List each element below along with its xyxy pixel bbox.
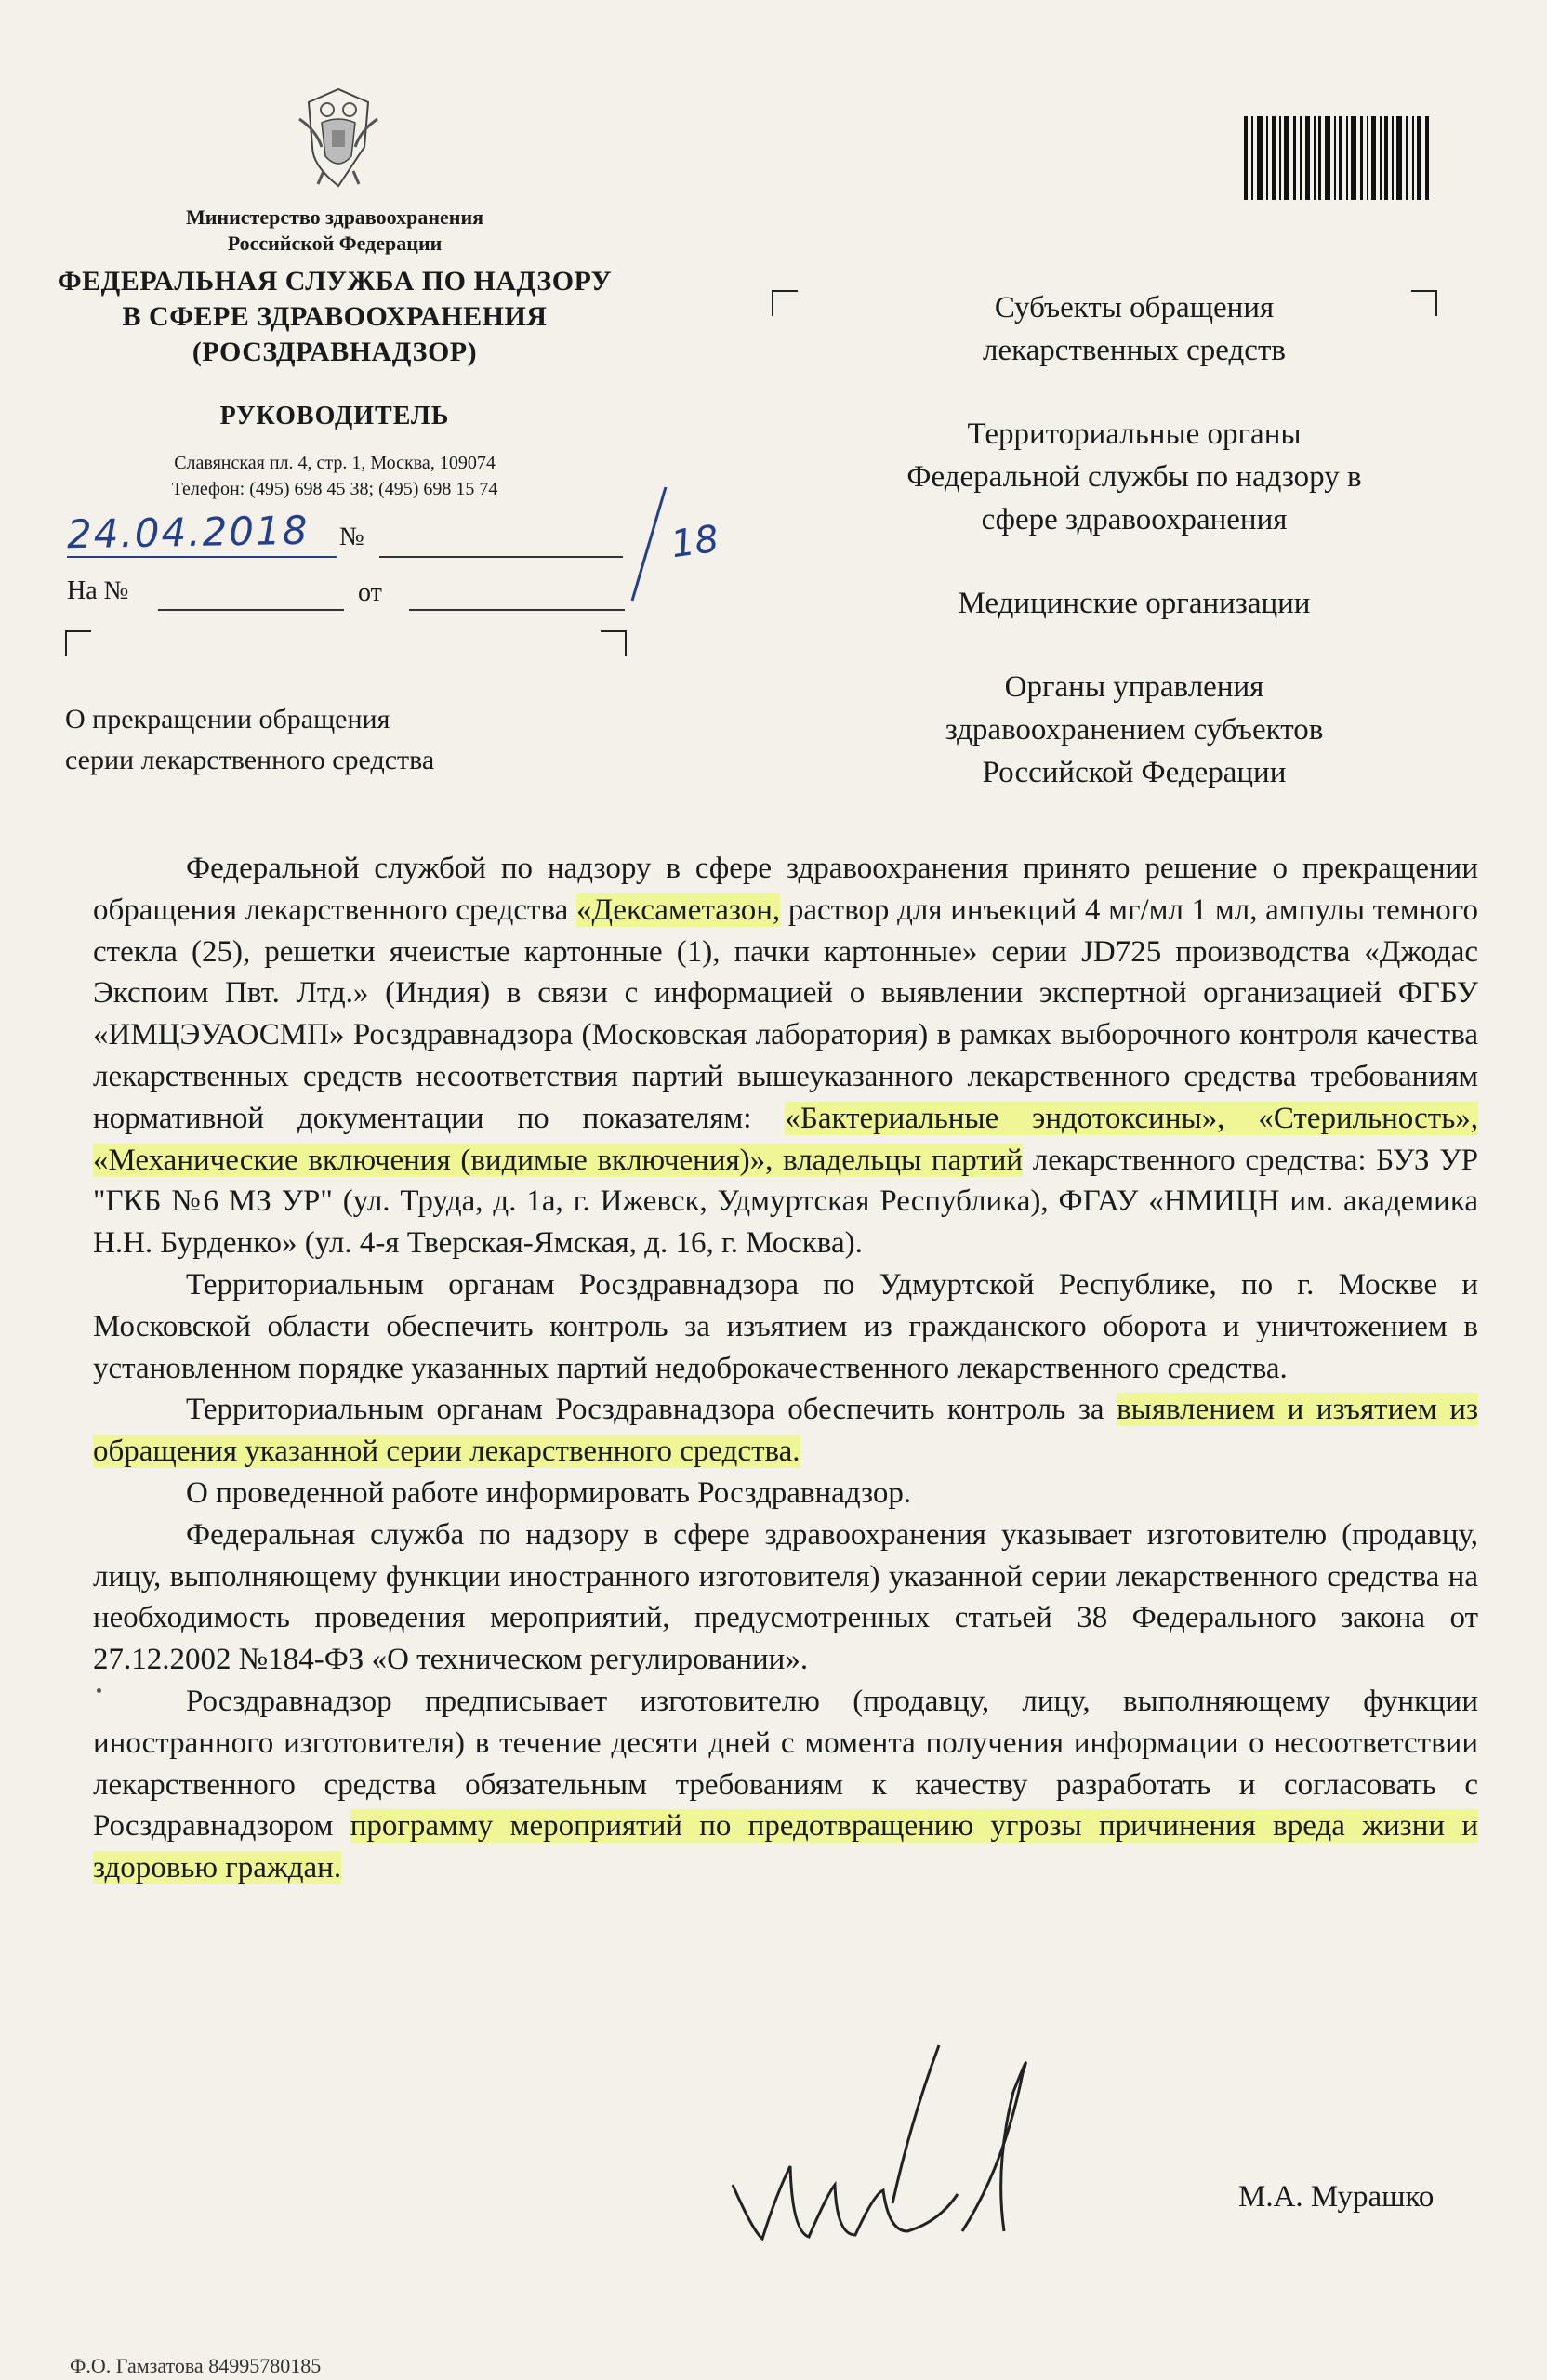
ref-number-label: На № [67, 576, 129, 605]
footer-executor: Ф.О. Гамзатова 84995780185 [70, 2354, 322, 2377]
ministry-name: Министерство здравоохранения Российской Федерации [185, 205, 484, 255]
ref-from-label: от [358, 578, 382, 607]
recipient-item: Субъекты обращения лекарственных средств [983, 291, 1286, 367]
subject: О прекращении обращения серии лекарственного средства [65, 704, 435, 775]
highlighted-text: выявлением и изъятием из обращения указанной серии лекарственного средства. [93, 1393, 1478, 1469]
letter-body [93, 848, 1478, 1889]
number-sign: № [339, 522, 364, 551]
paragraph-2: Территориальным органам Росздравнадзора по Удмуртской Республике, по г. Москве и Московской области обеспечить контроль за изъятием из гражданского оборота и уничтожением в установленном порядке указанных партий недоброкачественного лекарственного средства. [93, 1267, 1478, 1385]
number-underline [379, 556, 623, 558]
signer-name: М.А. Мурашко [1238, 2180, 1435, 2214]
bracket-top-right [601, 630, 627, 656]
ref-from-underline [409, 609, 625, 611]
slash-mark [625, 483, 671, 604]
highlighted-text: «Бактериальные эндотоксины», «Стерильность», «Механические включения (видимые включения)», владельцы партий [93, 1101, 1478, 1177]
highlighted-text: «Дексаметазон, [575, 892, 781, 927]
highlighted-text: программу мероприятий по предотвращению угрозы причинения вреда жизни и здоровью граждан. [93, 1809, 1478, 1885]
paragraph-5: Федеральная служба по надзору в сфере здравоохранения указывает изготовителю (продавцу, лицу, выполняющему функции иностранного изготовителя) указанной серии лекарственного средства на необходимость проведения мероприятий, предусмотренных статьей 38 Федерального закона от 27.12.2002 №184-ФЗ «О техническом регулировании». [93, 1517, 1478, 1677]
recipients-bracket-left [772, 290, 798, 316]
head-title: РУКОВОДИТЕЛЬ [219, 402, 450, 430]
recipient-item: Территориальные органы Федеральной службы по надзору в сфере здравоохранения [906, 417, 1362, 536]
address: Славянская пл. 4, стр. 1, Москва, 109074 Телефон: (495) 698 45 38; (495) 698 15 74 [171, 453, 498, 499]
paragraph-6: Росздравнадзор предписывает изготовителю (продавцу, лицу, выполняющему функции иностранного изготовителя) в течение десяти дней с момента получения информации о несоответствии лекарственного средства обязательным требованиям к качеству разработать и согласовать с Росздравнадзором программу мероприятий по предотвращению угрозы причинения вреда жизни и здоровью граждан. [93, 1684, 1478, 1885]
date-underline [67, 556, 337, 558]
paragraph-3: Территориальным органам Росздравнадзора обеспечить контроль за выявлением и изъятием из обращения указанной серии лекарственного средства. [93, 1393, 1478, 1469]
signature [725, 2008, 1060, 2250]
service-name: ФЕДЕРАЛЬНАЯ СЛУЖБА ПО НАДЗОРУ В СФЕРЕ ЗДРАВООХРАНЕНИЯ (РОСЗДРАВНАДЗОР) [57, 266, 613, 367]
registration-number: 18 [668, 517, 721, 567]
paragraph-4: О проведенной работе информировать Росздравнадзор. [186, 1475, 912, 1510]
letterhead [37, 65, 632, 502]
bracket-top-left [65, 630, 91, 656]
margin-dot [97, 1688, 101, 1693]
paragraph-1: Федеральной службой по надзору в сфере здравоохранения принято решение о прекращении обращения лекарственного средства «Дексаметазон, раствор для инъекций 4 мг/мл 1 мл, ампулы темного стекла (25), решетки ячеистые картонные (1), пачки картонные» серии JD725 производства «Джодас Экспоим Пвт. Лтд.» (Индия) в связи с информацией о выявлении экспертной организацией ФГБУ «ИМЦЭУАОСМП» Росздравнадзора (Московская лаборатория) в рамках выборочного контроля качества лекарственных средств несоответствия партий вышеуказанного лекарственного средства требованиям нормативной документации по показателям: «Бактериальные эндотоксины», «Стерильность», «Механические включения (видимые включения)», владельцы партий лекарственного средства: БУЗ УР "ГКБ №6 МЗ УР" (ул. Труда, д. 1а, г. Ижевск, Удмуртская Республика), ФГАУ «НМИЦН им. академика Н.Н. Бурденко» (ул. 4-я Тверская-Ямская, д. 16, г. Москва). [93, 852, 1479, 1261]
recipient-item: Органы управления здравоохранением субъектов Российской Федерации [945, 670, 1324, 789]
barcode [1244, 116, 1430, 200]
ref-number-underline [158, 609, 344, 611]
registration-date: 24.04.2018 [66, 507, 310, 558]
recipient-item: Медицинские организации [958, 587, 1311, 620]
recipients [818, 286, 1450, 835]
